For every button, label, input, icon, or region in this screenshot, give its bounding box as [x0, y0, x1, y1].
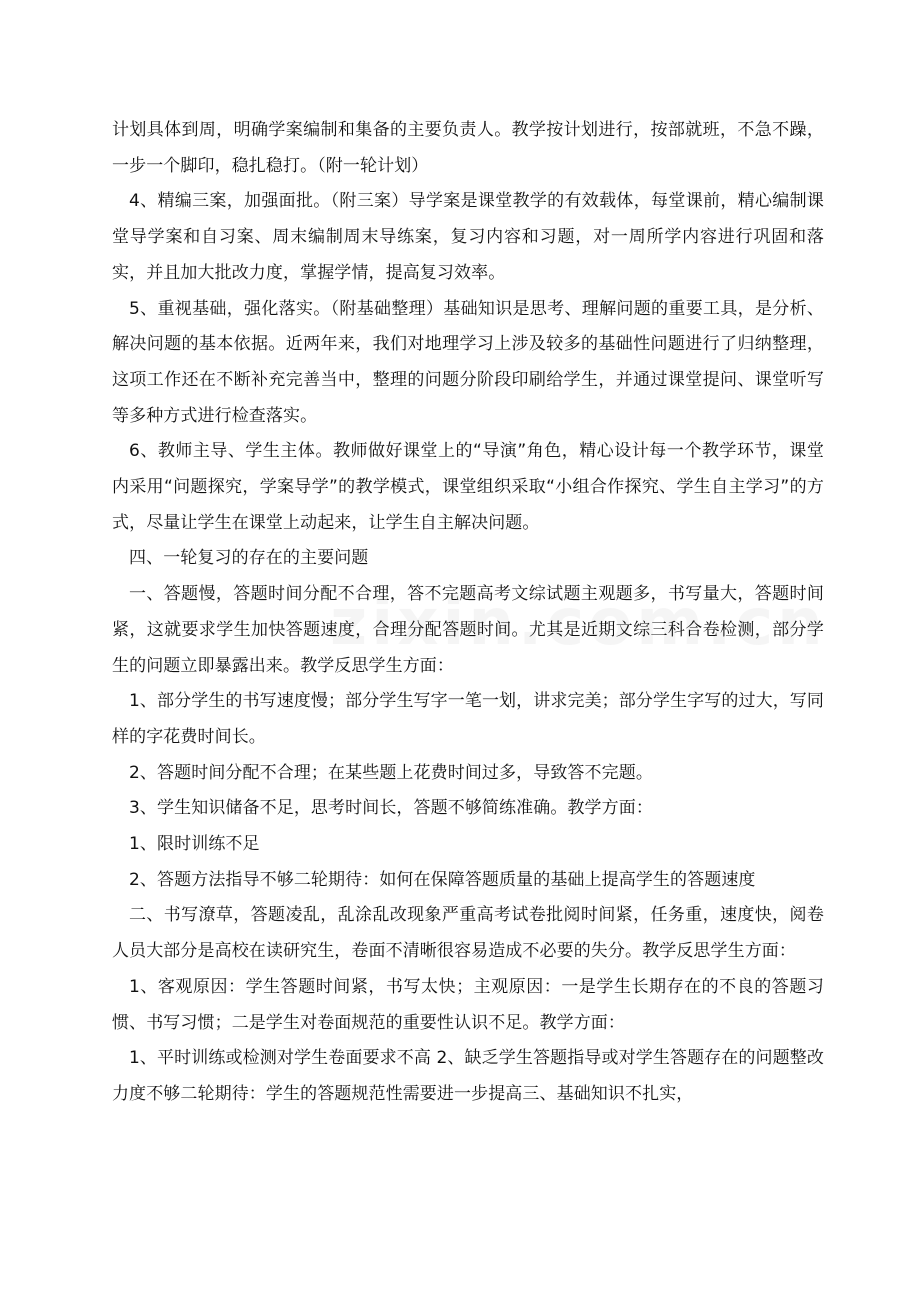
- paragraph-problem-2: 二、书写潦草，答题凌乱，乱涂乱改现象严重高考试卷批阅时间紧，任务重，速度快，阅卷人员大部分是高校在读研究生，卷面不清晰很容易造成不必要的失分。教学反思学生方面：: [112, 905, 824, 962]
- paragraph-problem-1-point-1: 1、部分学生的书写速度慢；部分学生写字一笔一划，讲求完美；部分学生字写的过大，写同样的字花费时间长。: [112, 691, 824, 747]
- paragraph-item-4: 4、精编三案，加强面批。（附三案）导学案是课堂教学的有效载体，每堂课前，精心编制课堂导学案和自习案、周末编制周末导练案，复习内容和习题，对一周所学内容进行巩固和落实，并且加大批改力度，掌握学情，提高复习效率。: [112, 191, 824, 283]
- paragraph-item-6: 6、教师主导、学生主体。教师做好课堂上的“导演”角色，精心设计每一个教学环节，课堂内采用“问题探究，学案导学”的教学模式，课堂组织采取“小组合作探究、学生自主学习”的方式，尽量让学生在课堂上动起来，让学生自主解决问题。: [112, 441, 824, 533]
- paragraph-plan-continuation: 计划具体到周，明确学案编制和集备的主要负责人。教学按计划进行，按部就班，不急不躁，一步一个脚印，稳扎稳打。（附一轮计划）: [112, 120, 824, 176]
- paragraph-problem-1-point-3: 3、学生知识储备不足，思考时间长，答题不够简练准确。教学方面：: [129, 798, 653, 819]
- paragraph-teaching-point-2: 2、答题方法指导不够二轮期待：如何在保障答题质量的基础上提高学生的答题速度: [129, 869, 756, 890]
- paragraph-problem-1: 一、答题慢，答题时间分配不合理，答不完题高考文综试题主观题多，书写量大，答题时间紧，这就要求学生加快答题速度，合理分配答题时间。尤其是近期文综三科合卷检测，部分学生的问题立即暴露出来。教学反思学生方面：: [112, 584, 824, 676]
- paragraph-item-5: 5、重视基础，强化落实。（附基础整理）基础知识是思考、理解问题的重要工具，是分析、解决问题的基本依据。近两年来，我们对地理学习上涉及较多的基础性问题进行了归纳整理，这项工作还在不断补充完善当中，整理的问题分阶段印刷给学生，并通过课堂提问、课堂听写等多种方式进行检查落实。: [112, 298, 824, 426]
- section-heading-4: 四、一轮复习的存在的主要问题: [129, 548, 369, 569]
- paragraph-problem-1-point-2: 2、答题时间分配不合理；在某些题上花费时间过多，导致答不完题。: [129, 762, 653, 783]
- paragraph-problem-2-teaching: 1、平时训练或检测对学生卷面要求不高 2、缺乏学生答题指导或对学生答题存在的问题整改力度不够二轮期待：学生的答题规范性需要进一步提高三、基础知识不扎实，: [112, 1048, 824, 1104]
- paragraph-problem-2-point-1: 1、客观原因：学生答题时间紧，书写太快；主观原因：一是学生长期存在的不良的答题习惯、书写习惯；二是学生对卷面规范的重要性认识不足。教学方面：: [112, 976, 824, 1033]
- document-body: [112, 113, 824, 1113]
- paragraph-teaching-point-1: 1、限时训练不足: [129, 834, 260, 855]
